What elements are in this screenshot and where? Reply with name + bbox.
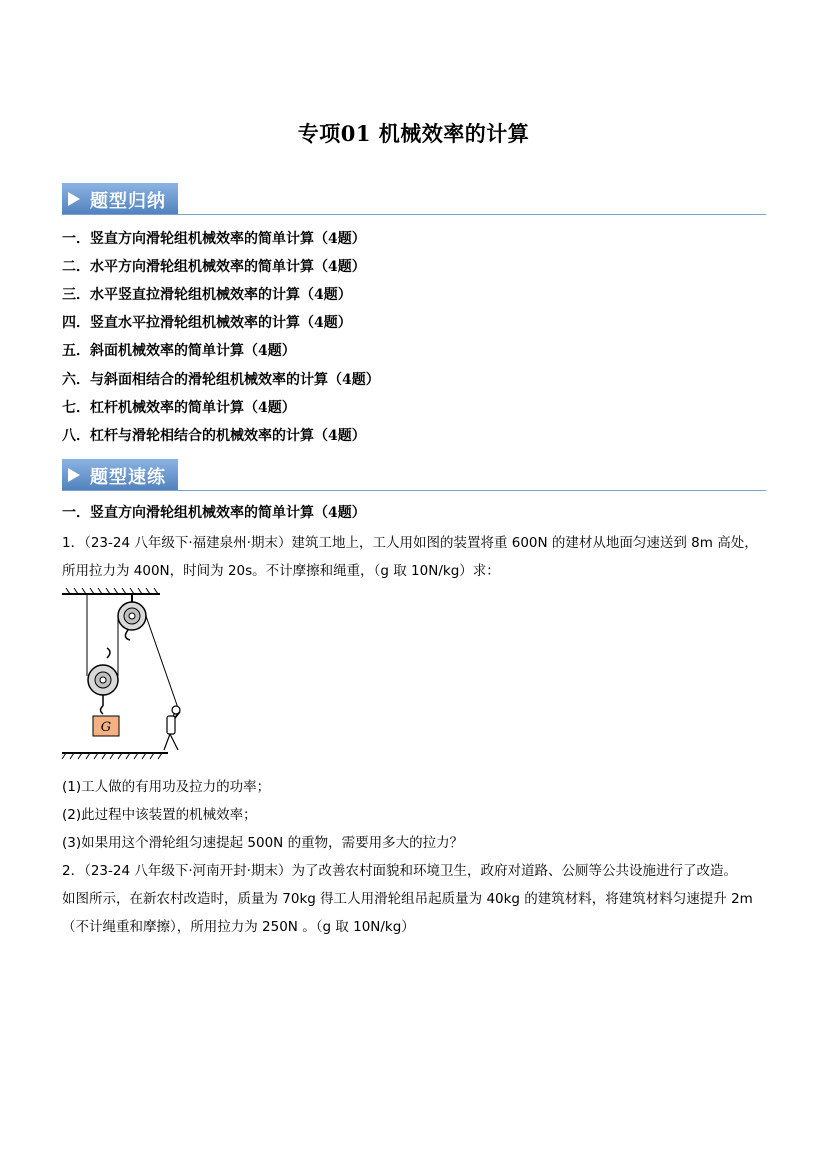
question-2-line-3: （不计绳重和摩擦），所用拉力为 250N 。（g 取 10N/kg）: [62, 919, 415, 935]
category-item: 七．杠杆机械效率的简单计算（4题）: [62, 400, 296, 416]
pulley-system-figure: [60, 588, 200, 768]
practice-heading: 一．竖直方向滑轮组机械效率的简单计算（4题）: [62, 505, 366, 521]
category-item: 三．水平竖直拉滑轮组机械效率的计算（4题）: [62, 287, 352, 303]
category-item: 二．水平方向滑轮组机械效率的简单计算（4题）: [62, 259, 366, 275]
question-1-sub-1: (1)工人做的有用功及拉力的功率；: [62, 779, 271, 795]
category-item: 四．竖直水平拉滑轮组机械效率的计算（4题）: [62, 315, 352, 331]
category-item: 六．与斜面相结合的滑轮组机械效率的计算（4题）: [62, 372, 380, 388]
question-1-line-2: 所用拉力为 400N，时间为 20s。不计摩擦和绳重，（g 取 10N/kg）求：: [62, 563, 500, 579]
question-1-sub-2: (2)此过程中该装置的机械效率；: [62, 807, 257, 823]
section-divider: [62, 490, 766, 491]
question-1-sub-3: (3)如果用这个滑轮组匀速提起 500N 的重物，需要用多大的拉力？: [62, 835, 464, 851]
arrow-right-icon: [68, 192, 80, 206]
section-banner-label: 题型归纳: [90, 191, 166, 212]
arrow-right-icon: [68, 468, 80, 482]
section-banner-practice: [62, 459, 178, 491]
question-1-line-1: 1．（23-24 八年级下·福建泉州·期末）建筑工地上，工人用如图的装置将重 600N 的建材从地面匀速送到 8m 高处，: [62, 535, 758, 551]
section-banner-summary: [62, 183, 178, 215]
question-2-line-2: 如图所示，在新农村改造时，质量为 70kg 得工人用滑轮组吊起质量为 40kg 的建筑材料，将建筑材料匀速提升 2m: [62, 891, 753, 907]
section-banner-label: 题型速练: [90, 467, 166, 488]
page-title: 专项01 机械效率的计算: [297, 121, 530, 146]
category-item: 五．斜面机械效率的简单计算（4题）: [62, 343, 296, 359]
category-item: 八．杠杆与滑轮相结合的机械效率的计算（4题）: [62, 428, 366, 444]
question-2-line-1: 2．（23-24 八年级下·河南开封·期末）为了改善农村面貌和环境卫生，政府对道路、公厕等公共设施进行了改造。: [62, 863, 737, 879]
worker-figure: [164, 706, 180, 750]
weight-label: G: [100, 720, 112, 735]
section-divider: [62, 214, 766, 215]
category-item: 一．竖直方向滑轮组机械效率的简单计算（4题）: [62, 231, 366, 247]
